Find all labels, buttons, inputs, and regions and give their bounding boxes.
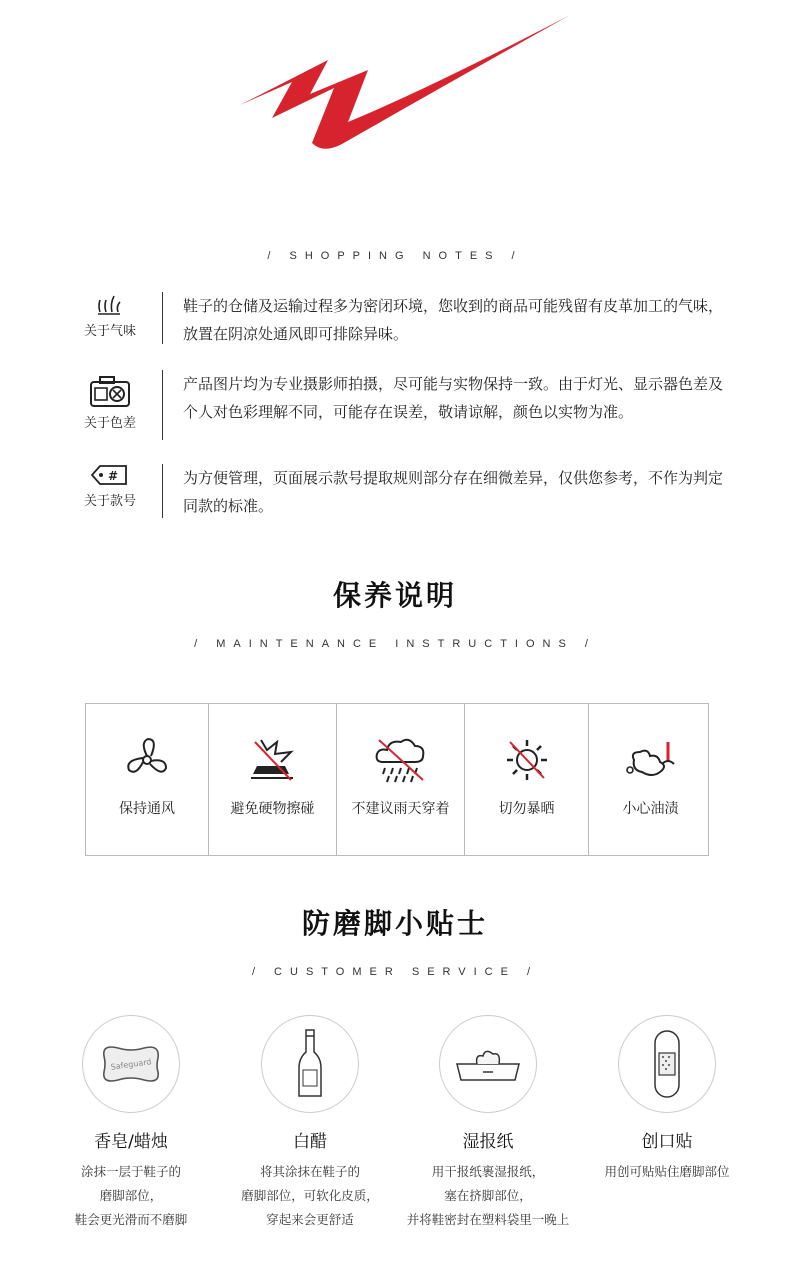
tip-title: 白醋 (293, 1132, 327, 1152)
note-divider (162, 292, 163, 344)
tip-title: 创口贴 (641, 1132, 693, 1152)
tip-bandage (567, 1015, 767, 1184)
note-text: 产品图片均为专业摄影师拍摄，尽可能与实物保持一致。由于灯光、显示器色差及个人对色彩理解不同，可能存在误差，敬请谅解，颜色以实物为准。 (183, 375, 724, 421)
rain-icon (373, 736, 429, 784)
maint-label: 避免硬物擦碰 (230, 801, 315, 817)
maint-item-sun (465, 704, 589, 855)
note-divider (162, 370, 163, 440)
note-label: 关于色差 (83, 416, 136, 431)
maintenance-subtitle: / MAINTENANCE INSTRUCTIONS / (194, 638, 596, 650)
maint-item-avoid-collision (209, 704, 337, 855)
tip-desc-line: 用创可贴贴住磨脚部位 (604, 1164, 730, 1179)
tip-desc-line: 塞在挤脚部位， (444, 1188, 532, 1203)
note-divider (162, 464, 163, 518)
soap-brand-text: Safeguard (110, 1057, 152, 1072)
sun-icon (502, 736, 552, 784)
wet-tissue-icon (453, 1044, 523, 1084)
oil-stain-icon (624, 736, 678, 784)
tip-title: 湿报纸 (462, 1132, 514, 1152)
tips-subtitle: / CUSTOMER SERVICE / (251, 966, 539, 978)
maint-item-oil (589, 704, 712, 855)
collision-icon (247, 736, 299, 784)
maintenance-grid (85, 703, 709, 856)
vinegar-bottle-icon (295, 1028, 325, 1100)
note-smell (70, 292, 750, 352)
maintenance-title: 保养说明 (332, 579, 457, 612)
tip-title: 香皂/蜡烛 (94, 1132, 168, 1152)
tip-desc-line: 磨脚部位，可软化皮质， (241, 1188, 379, 1203)
note-color (70, 370, 750, 450)
tips-title: 防磨脚小贴士 (301, 907, 488, 940)
fan-icon (122, 736, 172, 784)
maint-item-ventilate (86, 704, 209, 855)
note-label: 关于气味 (83, 324, 136, 339)
camera-icon (88, 374, 132, 408)
maint-item-rain (337, 704, 465, 855)
tip-desc-line: 并将鞋密封在塑料袋里一晚上 (406, 1212, 570, 1227)
tip-desc-line: 磨脚部位， (99, 1188, 163, 1203)
svg-text:#: # (108, 469, 119, 483)
maint-label: 不建议雨天穿着 (351, 801, 450, 817)
brand-logo (230, 10, 580, 160)
shopping-notes-subtitle: / SHOPPING NOTES / (267, 250, 523, 262)
bandage-icon (647, 1029, 687, 1099)
maint-label: 保持通风 (119, 801, 175, 817)
note-label: 关于款号 (83, 494, 136, 509)
tag-icon (90, 464, 130, 486)
maint-label: 小心油渍 (622, 801, 679, 817)
tip-soap (31, 1015, 231, 1232)
tip-wet-paper (388, 1015, 588, 1232)
logo-swoosh (240, 15, 570, 149)
tip-vinegar (210, 1015, 410, 1232)
tip-desc-line: 涂抹一层于鞋子的 (80, 1164, 181, 1179)
soap-icon (98, 1042, 164, 1086)
tip-desc-line: 鞋会更光滑而不磨脚 (74, 1212, 188, 1227)
note-text: 鞋子的仓储及运输过程多为密闭环境，您收到的商品可能残留有皮革加工的气味，放置在阴凉处通风即可排除异味。 (183, 297, 724, 343)
tip-desc-line: 穿起来会更舒适 (266, 1212, 354, 1227)
note-style-number (70, 464, 750, 524)
maint-label: 切勿暴晒 (498, 801, 555, 817)
smell-icon (90, 292, 130, 316)
note-text: 为方便管理，页面展示款号提取规则部分存在细微差异，仅供您参考，不作为判定同款的标准。 (183, 469, 724, 515)
tip-desc-line: 用干报纸裹湿报纸， (431, 1164, 545, 1179)
tip-desc-line: 将其涂抹在鞋子的 (259, 1164, 360, 1179)
